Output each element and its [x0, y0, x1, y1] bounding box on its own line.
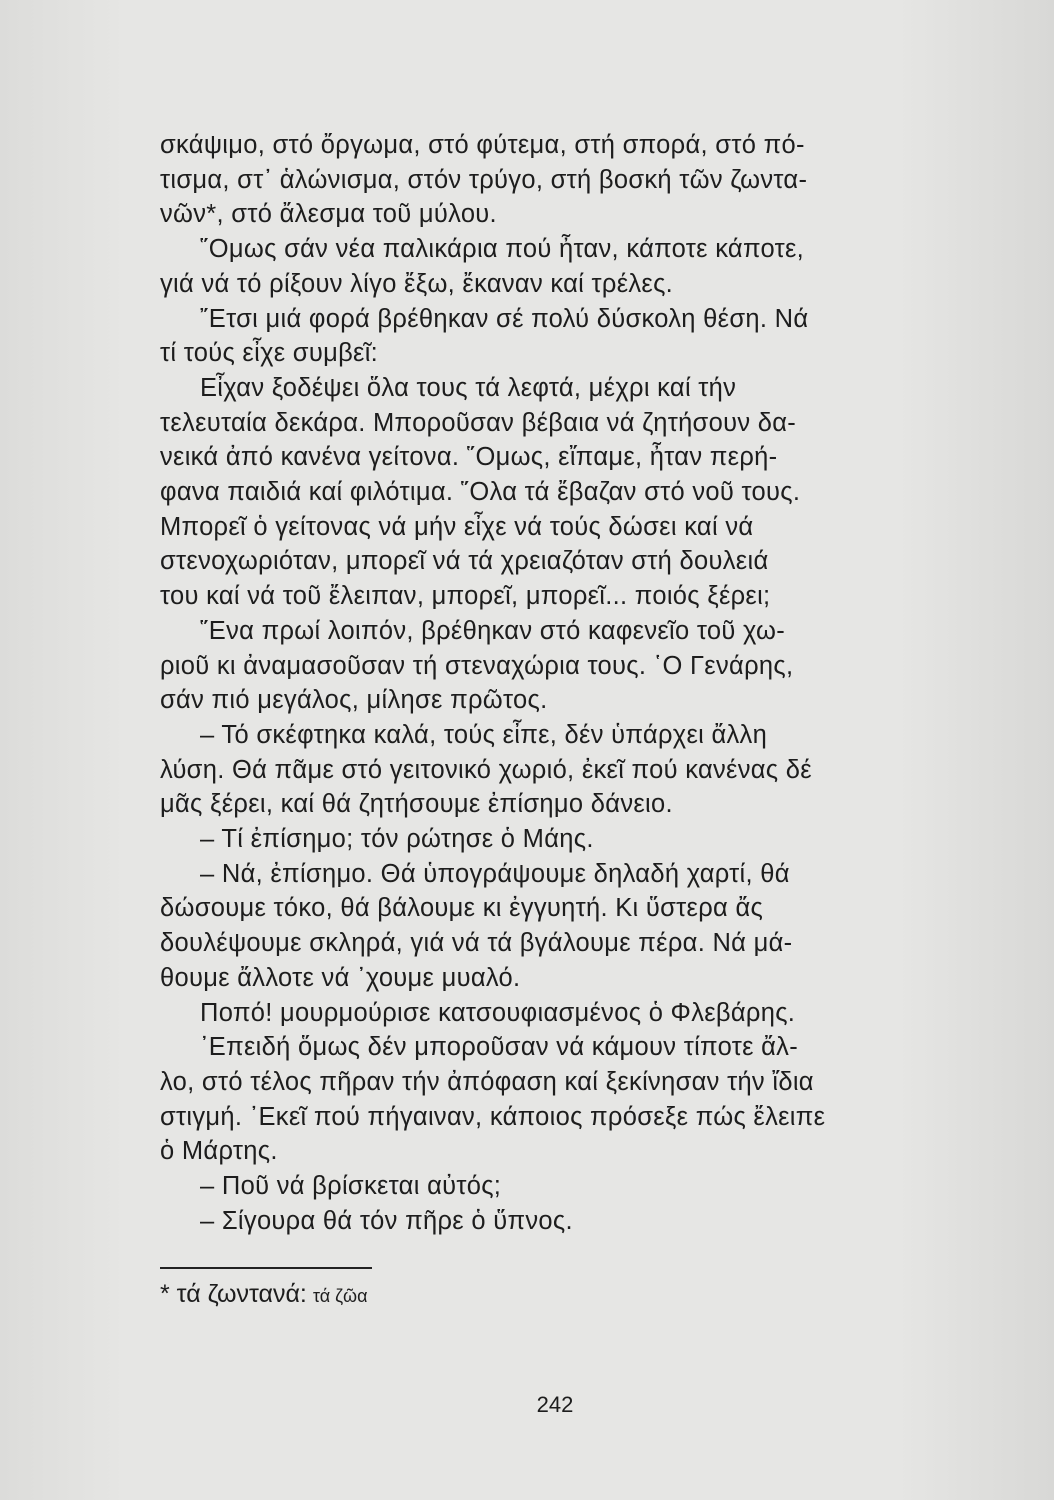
text-line: τελευταία δεκάρα. Μποροῦσαν βέβαια νά ζητήσουν δα-: [160, 408, 797, 437]
paragraph-6: [160, 996, 966, 1031]
text-line: του καί νά τοῦ ἔλειπαν, μπορεῖ, μπορεῖ... ποιός ξέρει;: [160, 582, 771, 611]
text-line: τισμα, στ᾽ ἁλώνισμα, στόν τρύγο, στή βοσκή τῶν ζωντα-: [160, 165, 808, 194]
text-line: ριοῦ κι ἀναμασοῦσαν τή στεναχώρια τους. ῾Ο Γενάρης,: [160, 651, 794, 680]
dialogue-4: [160, 1169, 966, 1204]
text-line: – Τί ἐπίσημο; τόν ρώτησε ὁ Μάης.: [200, 825, 594, 854]
paragraph-4: [160, 371, 966, 614]
text-line: Ποπό! μουρμούρισε κατσουφιασμένος ὁ Φλεβάρης.: [200, 998, 796, 1027]
footnote-definition: τά ζῶα: [312, 1286, 368, 1306]
text-line: ῎Ετσι μιά φορά βρέθηκαν σέ πολύ δύσκολη θέση. Νά: [200, 304, 809, 333]
page-number: 242: [536, 1392, 574, 1417]
text-line: Εἶχαν ξοδέψει ὅλα τους τά λεφτά, μέχρι καί τήν: [200, 373, 737, 402]
paragraph-2: [160, 232, 966, 301]
text-line: λο, στό τέλος πῆραν τήν ἀπόφαση καί ξεκίνησαν τήν ἴδια: [160, 1067, 814, 1096]
body-text: [160, 128, 966, 1239]
text-line: ῞Ενα πρωί λοιπόν, βρέθηκαν στό καφενεῖο τοῦ χω-: [200, 616, 785, 645]
text-line: στενοχωριόταν, μπορεῖ νά τά χρειαζόταν στή δουλειά: [160, 547, 769, 576]
text-line: σάν πιό μεγάλος, μίλησε πρῶτος.: [160, 686, 548, 715]
paragraph-5: [160, 614, 966, 718]
paragraph-7: [160, 1030, 966, 1169]
footnote: [160, 1279, 368, 1311]
text-line: θουμε ἄλλοτε νά ᾽χουμε μυαλό.: [160, 963, 521, 992]
text-line: – Νά, ἐπίσημο. Θά ὑπογράψουμε δηλαδή χαρτί, θά: [200, 859, 790, 888]
text-line: ᾽Επειδή ὅμως δέν μποροῦσαν νά κάμουν τίποτε ἄλ-: [200, 1033, 799, 1062]
dialogue-2: [160, 822, 966, 857]
text-line: λύση. Θά πᾶμε στό γειτονικό χωριό, ἐκεῖ πού κανένας δέ: [160, 755, 812, 784]
text-line: ῞Ομως σάν νέα παλικάρια πού ἦταν, κάποτε κάποτε,: [200, 235, 805, 264]
text-line: – Ποῦ νά βρίσκεται αὐτός;: [200, 1172, 502, 1201]
dialogue-3: [160, 857, 966, 996]
text-line: στιγμή. ᾽Εκεῖ πού πήγαιναν, κάποιος πρόσεξε πώς ἔλειπε: [160, 1102, 826, 1131]
text-line: τί τούς εἶχε συμβεῖ:: [160, 339, 379, 368]
text-line: ὁ Μάρτης.: [160, 1137, 278, 1166]
text-line: γιά νά τό ρίξουν λίγο ἔξω, ἔκαναν καί τρέλες.: [160, 269, 674, 298]
paragraph-1: [160, 128, 966, 232]
footnote-term: * τά ζωντανά:: [160, 1280, 307, 1308]
text-line: νεικά ἀπό κανένα γείτονα. ῞Ομως, εἴπαμε, ἦταν περή-: [160, 443, 778, 472]
text-line: νῶν*, στό ἄλεσμα τοῦ μύλου.: [160, 200, 497, 229]
text-line: μᾶς ξέρει, καί θά ζητήσουμε ἐπίσημο δάνειο.: [160, 790, 673, 819]
text-line: φανα παιδιά καί φιλότιμα. ῞Ολα τά ἔβαζαν στό νοῦ τους.: [160, 478, 801, 507]
dialogue-5: [160, 1204, 966, 1239]
paragraph-3: [160, 302, 966, 371]
footnote-divider: [160, 1267, 372, 1269]
dialogue-1: [160, 718, 966, 822]
text-line: σκάψιμο, στό ὄργωμα, στό φύτεμα, στή σπορά, στό πό-: [160, 131, 805, 159]
text-line: – Τό σκέφτηκα καλά, τούς εἶπε, δέν ὑπάρχει ἄλλη: [200, 720, 768, 749]
text-line: – Σίγουρα θά τόν πῆρε ὁ ὕπνος.: [200, 1206, 573, 1235]
text-line: δώσουμε τόκο, θά βάλουμε κι ἐγγυητή. Κι ὕστερα ἄς: [160, 894, 764, 923]
text-line: δουλέψουμε σκληρά, γιά νά τά βγάλουμε πέρα. Νά μά-: [160, 929, 793, 958]
text-line: Μπορεῖ ὁ γείτονας νά μήν εἶχε νά τούς δώσει καί νά: [160, 512, 754, 541]
